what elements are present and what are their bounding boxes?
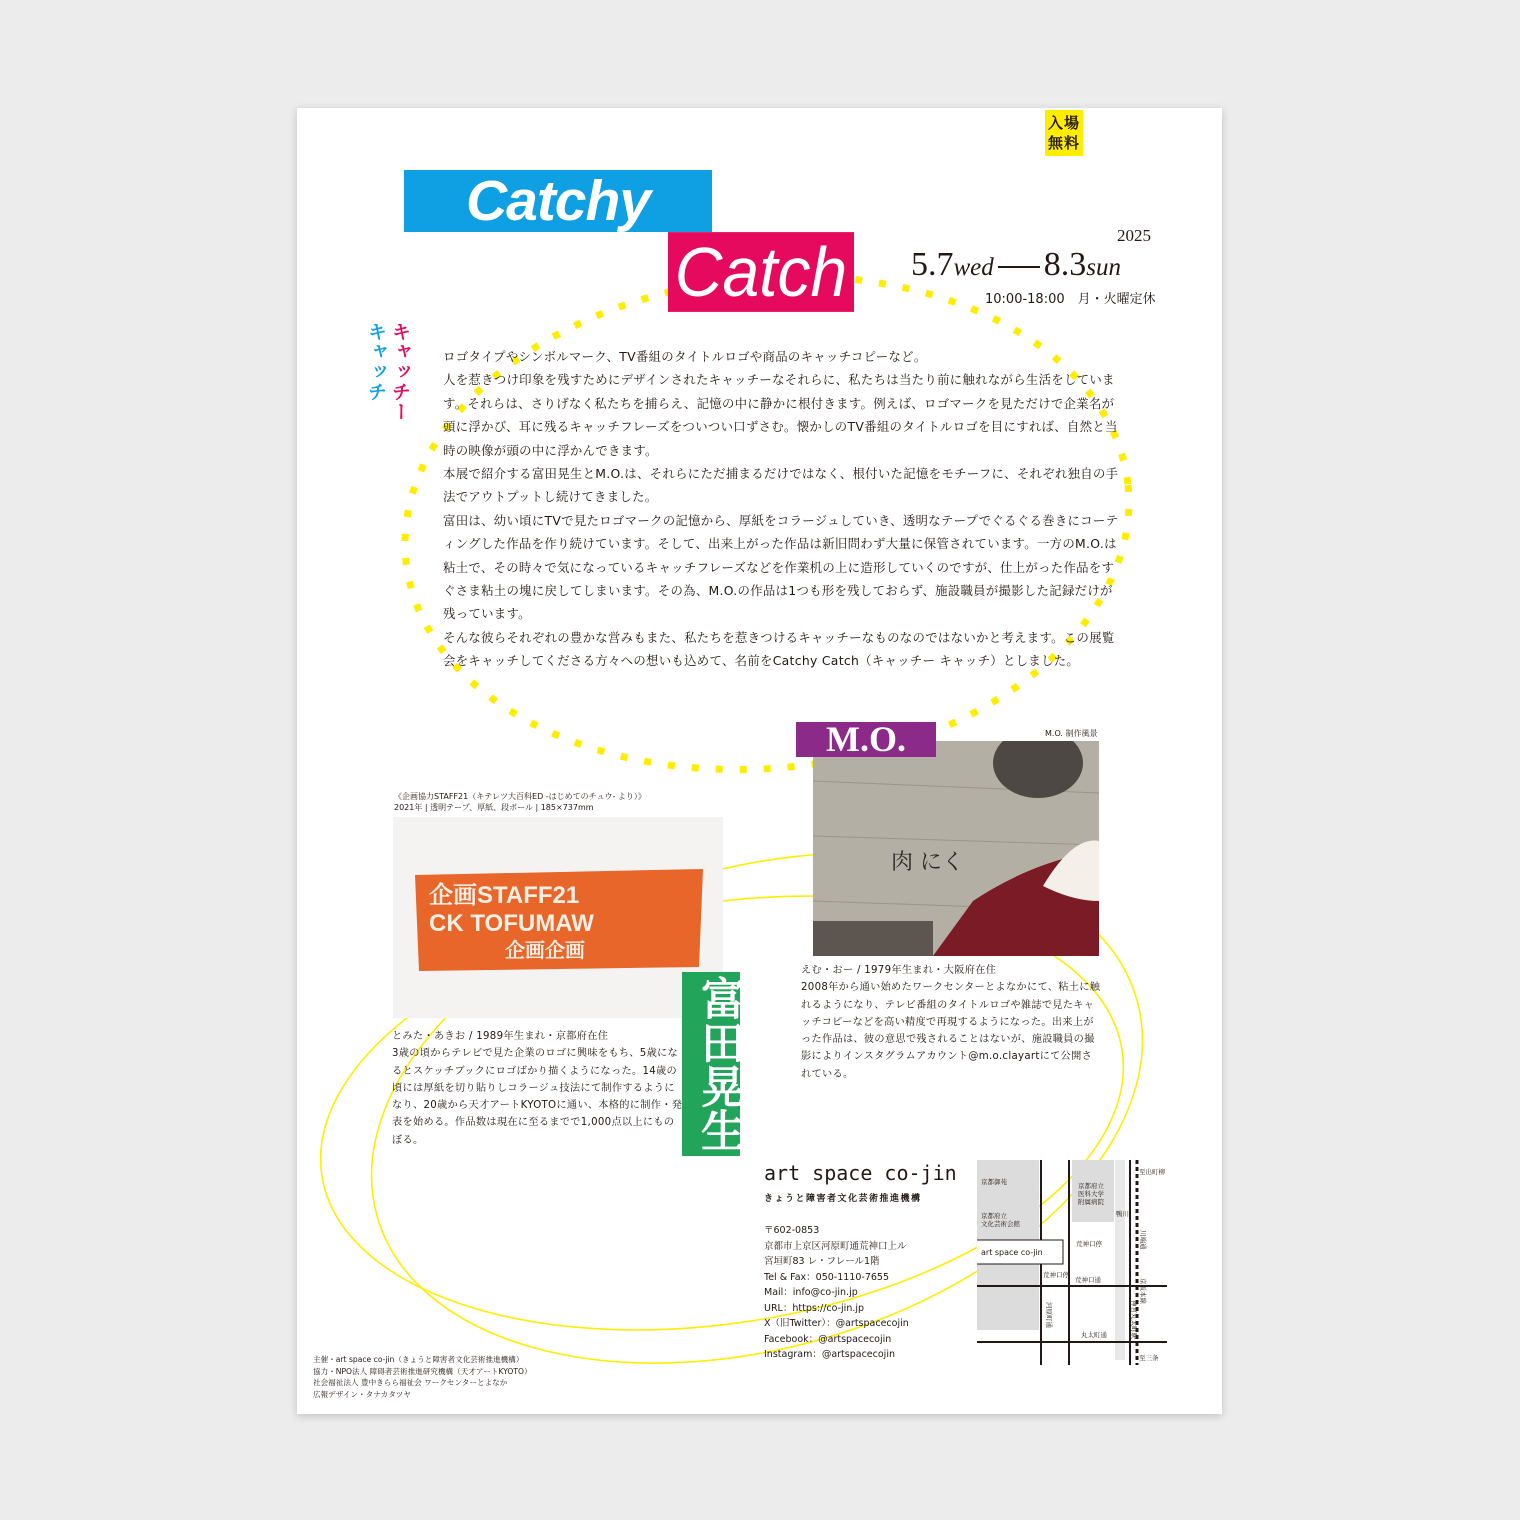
venue-organization: きょうと障害者文化芸術推進機構 [764, 1194, 922, 1204]
badge-line2: 無料 [1047, 134, 1080, 152]
address-line: 京都市上京区河原町通荒神口上ル [764, 1240, 907, 1252]
map-label: 荒神口停 [1076, 1240, 1102, 1248]
map-label: 鴨川 [1116, 1210, 1129, 1218]
bio-text: 3歳の頃からテレビで見た企業のロゴに興味をもち、5歳になるとスケッチブックにロゴばかり描くようになった。14歳の頃には厚紙を切り貼りしコラージュ技法にて制作するようになり、20歳から天才アートKYOTOに通い、本格的に制作・発表を始める。作品数は現在に至るまでで1,000点以上にものぼる。 [392, 1048, 683, 1146]
postal-code: 〒602-0853 [764, 1225, 820, 1236]
end-day: sun [1086, 254, 1122, 281]
map-label: 京都御苑 [981, 1178, 1007, 1186]
artwork-meta: 2021年 | 透明テープ、厚紙、段ボール | 185×737mm [394, 803, 594, 812]
mo-clay-text: 肉 にく [891, 850, 964, 875]
date-dash [998, 266, 1040, 268]
title-catchy: Catchy [404, 170, 712, 232]
art-line: 企画STAFF21 [429, 882, 580, 909]
intro-text [443, 345, 1123, 673]
map-label: 荒神口停 [1043, 1271, 1069, 1279]
bio-text: 2008年から通い始めたワークセンターとよなかにて、粘土に触れるようになり、テレビ番組のタイトルロゴや雑誌で見たキャッチコピーなどを高い精度で再現するようになった。出来上がった作品は、彼の意思で残されることはないが、施設職員の撮影によりインスタグラムアカウント@m.o.clayartにて公開されている。 [801, 982, 1101, 1080]
exhibition-dates [911, 245, 1121, 288]
map-label: 至出町柳 [1139, 1168, 1165, 1176]
map-label: 河原町通 [1045, 1302, 1053, 1328]
map-label: 京都府立 [1078, 1182, 1104, 1190]
website-link[interactable]: URL：https://co-jin.jp [764, 1302, 865, 1314]
mo-photo-caption: M.O. 制作風景 [1045, 729, 1098, 738]
mo-name-tag: M.O. [796, 722, 936, 757]
mo-bio [801, 962, 1101, 1083]
credit-line: 社会福祉法人 豊中きらら福祉会 ワークセンターとよなか [313, 1378, 508, 1387]
katakana-title-1: キャッチー [389, 322, 411, 422]
intro-paragraph: ロゴタイプやシンボルマーク、TV番組のタイトルロゴや商品のキャッチコピーなど。 [443, 349, 927, 364]
artwork-title: 《企画協力STAFF21（キテレツ大百科ED -はじめてのチュウ- より）》 [394, 792, 646, 801]
badge-line1: 入場 [1047, 114, 1080, 132]
art-line: 企画企画 [505, 940, 585, 962]
intro-paragraph: 本展で紹介する富田晃生とM.O.は、それらにただ捕まるだけではなく、根付いた記憶をモチーフに、それぞれ独自の手法でアウトプットし続けてきました。 [443, 466, 1119, 505]
venue-name: art space co-jin [764, 1161, 957, 1185]
start-date: 5.7 [911, 246, 954, 283]
start-day: wed [953, 254, 994, 281]
intro-paragraph: 人を惹きつけ印象を残すためにデザインされたキャッチーなそれらに、私たちは当たり前に触れながら生活をしています。それらは、さりげなく私たちを捕らえ、記憶の中に静かに根付きます。例えば、ロゴマークを見ただけで企業名が頭に浮かび、耳に残るキャッチフレーズをついつい口ずさむ。懐かしのTV番組のタイトルロゴを目にすれば、自然と当時の映像が頭の中に浮かんできます。 [443, 372, 1118, 458]
map-label: 神宮丸太町駅 [1130, 1300, 1138, 1339]
map-label: 荒神口通 [1075, 1276, 1101, 1284]
instagram-link[interactable]: Instagram：@artspacecojin [764, 1349, 895, 1360]
title-catch: Catch [668, 232, 854, 312]
email-link[interactable]: Mail：info@co-jin.jp [764, 1287, 858, 1298]
credit-line: 主催・art space co-jin（きょうと障害者文化芸術推進機構） [313, 1355, 524, 1364]
katakana-title-2: キャッチ [365, 322, 387, 402]
mo-photo [813, 741, 1099, 956]
map-label: 附属病院 [1078, 1198, 1104, 1206]
map-label: 京都府立 [981, 1212, 1007, 1220]
tomita-name-tag: 富田晃生 [682, 972, 740, 1156]
intro-paragraph: そんな彼らそれぞれの豊かな営みもまた、私たちを惹きつけるキャッチーなものなのではないかと考えます。この展覧会をキャッチしてくださる方々への想いも込めて、名前をCatchy Catch（キャッチー キャッチ）としました。 [443, 629, 1115, 669]
credit-line: 広報デザイン・タナカタツヤ [313, 1389, 411, 1399]
free-admission-badge [1045, 110, 1083, 156]
map-label: 至三条 [1139, 1354, 1159, 1362]
credit-line: 協力・NPO法人 障碍者芸術推進研究機構（天才アートKYOTO） [313, 1366, 532, 1376]
map-label: 文化芸術会館 [981, 1220, 1020, 1228]
tomita-bio [392, 1028, 684, 1149]
venue-contact [764, 1223, 909, 1363]
map-label: 丸太町通 [1081, 1331, 1107, 1339]
art-line: CK TOFUMAW [429, 910, 594, 937]
bio-heading: とみた・あきお / 1989年生まれ・京都府在住 [392, 1031, 609, 1042]
intro-paragraph: 富田は、幼い頃にTVで見たロゴマークの記憶から、厚紙をコラージュしていき、透明なテープでぐるぐる巻きにコーティングした作品を作り続けています。そして、出来上がった作品は新旧問わず大量に保管されています。一方のM.O.は粘土で、その時々で気になっているキャッチフレーズなどを作業机の上に造形していくのですが、仕上がった作品をすぐさま粘土の塊に戻してしまいます。その為、M.O.の作品は1つも形を残しておらず、施設職員が撮影した記録だけが残っています。 [443, 512, 1119, 622]
tomita-artwork [393, 817, 723, 1018]
phone: Tel & Fax：050-1110-7655 [764, 1271, 889, 1283]
x-link[interactable]: X（旧Twitter）：@artspacecojin [764, 1318, 909, 1329]
map-label: 医科大学 [1078, 1190, 1104, 1198]
opening-hours: 10:00-18:00 月・火曜定休 [985, 292, 1156, 307]
exhibition-poster [297, 108, 1222, 1414]
address-line: 宮垣町83 レ・フレール1階 [764, 1256, 880, 1267]
credits [313, 1354, 532, 1400]
tomita-artwork-caption [394, 791, 646, 813]
access-map [977, 1160, 1167, 1365]
map-venue-label: art space co-jin [981, 1248, 1043, 1257]
bio-heading: えむ・おー / 1979年生まれ・大阪府在住 [801, 965, 997, 976]
facebook-link[interactable]: Facebook：@artspacecojin [764, 1333, 892, 1345]
year: 2025 [1117, 226, 1151, 245]
end-date: 8.3 [1043, 246, 1087, 283]
map-label: 京阪本線 [1139, 1278, 1147, 1304]
map-label: 川端通 [1139, 1230, 1147, 1250]
